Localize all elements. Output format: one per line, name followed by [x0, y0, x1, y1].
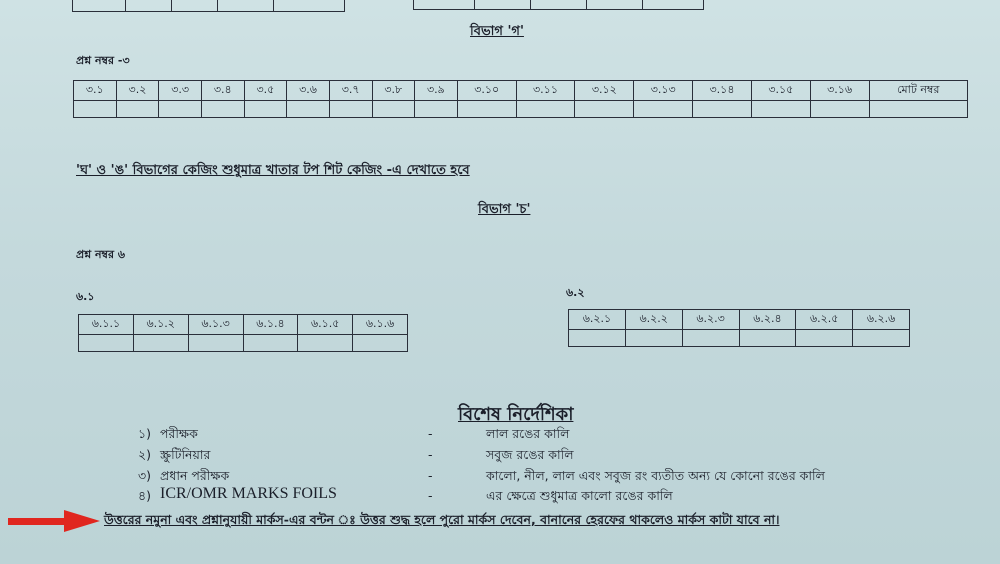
- q3-header-cell: ৩.১২: [575, 81, 634, 101]
- q3-score-cell[interactable]: [287, 101, 330, 118]
- instruction-number: ৩): [138, 468, 152, 483]
- q6-2-score-row: [569, 330, 910, 347]
- q3-score-cell[interactable]: [116, 101, 159, 118]
- instruction-dash: -: [428, 488, 433, 503]
- q6-2-header-row: [569, 310, 910, 330]
- instruction-role: প্রধান পরীক্ষক: [160, 468, 230, 483]
- q3-header-cell: ৩.৮: [372, 81, 415, 101]
- q3-header-cell: ৩.৯: [415, 81, 458, 101]
- top-right-table-fragment: [413, 0, 704, 10]
- q3-header-cell: ৩.১০: [457, 81, 516, 101]
- q6-2-header-cell: ৬.২.৩: [682, 310, 739, 330]
- q3-score-cell[interactable]: [810, 101, 869, 118]
- q6-1-header-cell: ৬.১.৪: [243, 315, 298, 335]
- q6-2-header-cell: ৬.২.১: [569, 310, 626, 330]
- q3-header-cell: ৩.২: [116, 81, 159, 101]
- q3-score-cell[interactable]: [516, 101, 575, 118]
- section-gha-heading: বিভাগ 'গ': [470, 24, 524, 39]
- q3-header-cell: ৩.১৩: [634, 81, 693, 101]
- instruction-role: পরীক্ষক: [160, 426, 198, 441]
- q3-score-cell[interactable]: [415, 101, 458, 118]
- q3-header-cell: ৩.৫: [244, 81, 287, 101]
- q3-score-cell[interactable]: [634, 101, 693, 118]
- special-instructions-title: বিশেষ নির্দেশিকা: [458, 404, 574, 425]
- q3-header-cell: ৩.১১: [516, 81, 575, 101]
- instruction-role: ICR/OMR MARKS FOILS: [160, 485, 337, 502]
- q6-1-header-cell: ৬.১.৬: [353, 315, 408, 335]
- q6-2-header-cell: ৬.২.৪: [739, 310, 796, 330]
- q3-score-row: [74, 101, 968, 118]
- q3-score-cell[interactable]: [159, 101, 202, 118]
- q3-score-cell[interactable]: [201, 101, 244, 118]
- instruction-dash: -: [428, 447, 433, 462]
- q3-header-cell: ৩.৬: [287, 81, 330, 101]
- q3-header-cell: ৩.১৪: [693, 81, 752, 101]
- q3-header-cell: ৩.৩: [159, 81, 202, 101]
- instruction-dash: -: [428, 468, 433, 483]
- q6-1-score-cell[interactable]: [188, 335, 243, 352]
- q6-2-score-cell[interactable]: [739, 330, 796, 347]
- top-left-table-fragment: [72, 0, 345, 12]
- instruction-number: ১): [138, 426, 151, 441]
- q6-1-header-cell: ৬.১.২: [133, 315, 188, 335]
- q6-label: প্রশ্ন নম্বর ৬: [76, 248, 126, 261]
- q3-score-cell[interactable]: [575, 101, 634, 118]
- q6-2-score-cell[interactable]: [569, 330, 626, 347]
- q6-1-header-cell: ৬.১.১: [79, 315, 134, 335]
- q6-1-score-row: [79, 335, 408, 352]
- final-note: উত্তরের নমুনা এবং প্রশ্নানুযায়ী মার্কস-এর বন্টন ঃ উত্তর শুদ্ধ হলে পুরো মার্কস দেবেন, বানানের হেরফের থাকলেও মার্কস কাটা যাবে না।: [104, 512, 780, 527]
- instruction-number: ২): [138, 447, 152, 462]
- instruction-number: ৪): [138, 488, 151, 503]
- q3-score-cell[interactable]: [74, 101, 117, 118]
- q6-1-header-cell: ৬.১.৫: [298, 315, 353, 335]
- q3-table: [73, 80, 968, 118]
- q3-score-cell[interactable]: [457, 101, 516, 118]
- sub-6-2-label: ৬.২: [566, 286, 585, 299]
- q6-2-score-cell[interactable]: [796, 330, 853, 347]
- instruction-dash: -: [428, 426, 433, 441]
- q3-header-cell: ৩.১৫: [751, 81, 810, 101]
- instruction-ink: সবুজ রঙের কালি: [486, 447, 574, 462]
- sub-6-1-label: ৬.১: [76, 290, 95, 303]
- q6-2-header-cell: ৬.২.৬: [853, 310, 910, 330]
- q6-2-header-cell: ৬.২.৫: [796, 310, 853, 330]
- q6-2-header-cell: ৬.২.২: [625, 310, 682, 330]
- instruction-ink: কালো, নীল, লাল এবং সবুজ রং ব্যতীত অন্য যে কোনো রঙের কালি: [486, 468, 825, 483]
- notice-line: 'ঘ' ও 'ঙ' বিভাগের কেজিং শুধুমাত্র খাতার টপ শিট কেজিং -এ দেখাতে হবে: [76, 163, 470, 178]
- q3-header-cell: মোট নম্বর: [869, 81, 967, 101]
- q3-header-cell: ৩.৪: [201, 81, 244, 101]
- section-cha-heading: বিভাগ 'চ': [478, 202, 531, 217]
- instruction-ink: লাল রঙের কালি: [486, 426, 570, 441]
- q6-1-header-cell: ৬.১.৩: [188, 315, 243, 335]
- q6-1-header-row: [79, 315, 408, 335]
- q6-1-score-cell[interactable]: [133, 335, 188, 352]
- instruction-role: স্ক্রুটিনিয়ার: [160, 447, 211, 462]
- q3-score-cell[interactable]: [244, 101, 287, 118]
- q6-1-score-cell[interactable]: [298, 335, 353, 352]
- q3-score-cell[interactable]: [693, 101, 752, 118]
- q3-score-cell[interactable]: [751, 101, 810, 118]
- q6-2-score-cell[interactable]: [682, 330, 739, 347]
- q3-header-cell: ৩.১: [74, 81, 117, 101]
- q3-header-row: [74, 81, 968, 101]
- q6-1-score-cell[interactable]: [353, 335, 408, 352]
- q3-header-cell: ৩.৭: [329, 81, 372, 101]
- q3-score-cell[interactable]: [869, 101, 967, 118]
- q3-score-cell[interactable]: [372, 101, 415, 118]
- instruction-ink: এর ক্ষেত্রে শুধুমাত্র কালো রঙের কালি: [486, 488, 673, 503]
- q6-1-table: [78, 314, 408, 352]
- q6-2-score-cell[interactable]: [625, 330, 682, 347]
- q6-1-score-cell[interactable]: [79, 335, 134, 352]
- q3-header-cell: ৩.১৬: [810, 81, 869, 101]
- q6-1-score-cell[interactable]: [243, 335, 298, 352]
- q6-2-score-cell[interactable]: [853, 330, 910, 347]
- red-arrow-icon: [8, 508, 100, 534]
- q6-2-table: [568, 309, 910, 347]
- q3-score-cell[interactable]: [329, 101, 372, 118]
- q3-label: প্রশ্ন নম্বর -৩: [76, 54, 130, 67]
